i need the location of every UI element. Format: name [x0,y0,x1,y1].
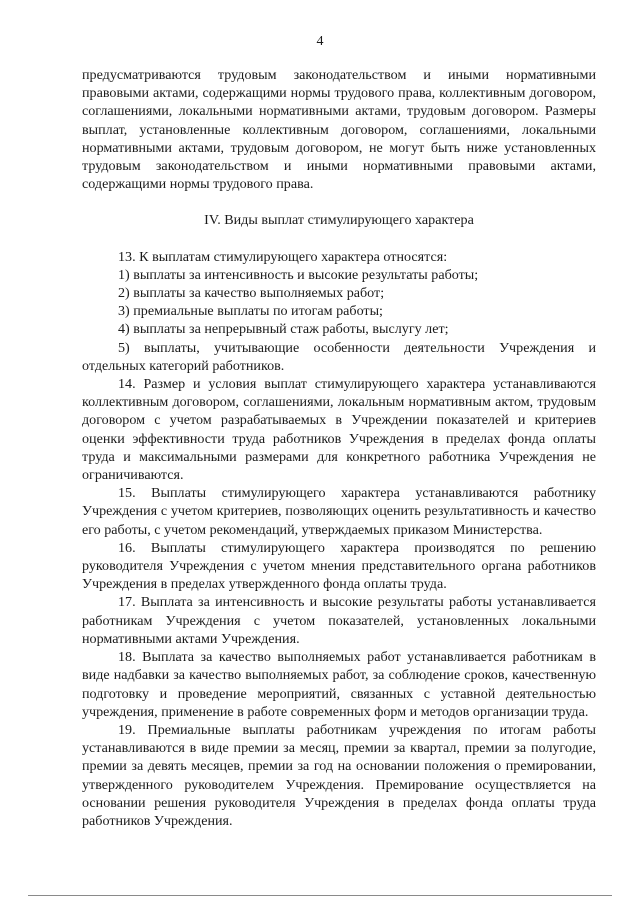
paragraph-15: 15. Выплаты стимулирующего характера устанавливаются работнику Учреждения с учетом критериев, позволяющих оценить результативность и качество его работы, с учетом рекомендаций, утверждаемых приказом Министерства. [82,485,596,538]
page-number: 4 [316,34,324,49]
section-heading: IV. Виды выплат стимулирующего характера [204,212,474,229]
paragraph-continuation: предусматриваются трудовым законодательством и иными нормативными правовыми актами, содержащими нормы трудового права, коллективным договором, соглашениями, локальными нормативными актами, трудовым договором. Размеры выплат, установленные коллективным договором, соглашениями, локальными нормативными актами, трудовым договором, не могут быть ниже установленных трудовым законодательством и иными нормативными правовыми актами, содержащими нормы трудового права. [82,67,596,193]
document-body [82,66,596,830]
list-item-2: 2) выплаты за качество выполняемых работ; [118,285,385,302]
page-bottom-divider [28,895,612,896]
paragraph-19: 19. Премиальные выплаты работникам учреждения по итогам работы устанавливаются в виде премии за месяц, премии за квартал, премии за полугодие, премии за девять месяцев, премии за год на основании положения о премировании, утвержденного руководителем Учреждения. Премирование осуществляется на основании решения руководителя Учреждения в пределах фонда оплаты труда работников Учреждения. [82,721,596,829]
list-item-5: 5) выплаты, учитывающие особенности деятельности Учреждения и отдельных категорий работников. [82,339,596,374]
list-item-3: 3) премиальные выплаты по итогам работы; [118,303,383,320]
paragraph-13: 13. К выплатам стимулирующего характера относятся: [118,248,448,265]
paragraph-14: 14. Размер и условия выплат стимулирующего характера устанавливаются коллективным договором, соглашениями, локальным нормативным актом, трудовым договором с учетом разрабатываемых в Учреждении показателей и критериев оценки эффективности труда работников Учреждения в пределах фонда оплаты труда и максимальными размерами для конкретного работника Учреждения не ограничиваются. [82,376,596,484]
list-item-4: 4) выплаты за непрерывный стаж работы, выслугу лет; [118,321,449,338]
paragraph-17: 17. Выплата за интенсивность и высокие результаты работы устанавливается работникам Учреждения с учетом показателей, установленных локальными нормативными актами Учреждения. [82,594,596,647]
list-item-1: 1) выплаты за интенсивность и высокие результаты работы; [118,266,479,283]
paragraph-18: 18. Выплата за качество выполняемых работ устанавливается работникам в виде надбавки за качество выполняемых работ, за соблюдение сроков, качественную подготовку и проведение мероприятий, связанных с уставной деятельностью учреждения, применение в работе современных форм и методов организации труда. [82,649,596,720]
paragraph-16: 16. Выплаты стимулирующего характера производятся по решению руководителя Учреждения с учетом мнения представительного органа работников Учреждения в пределах утвержденного фонда оплаты труда. [82,539,596,593]
